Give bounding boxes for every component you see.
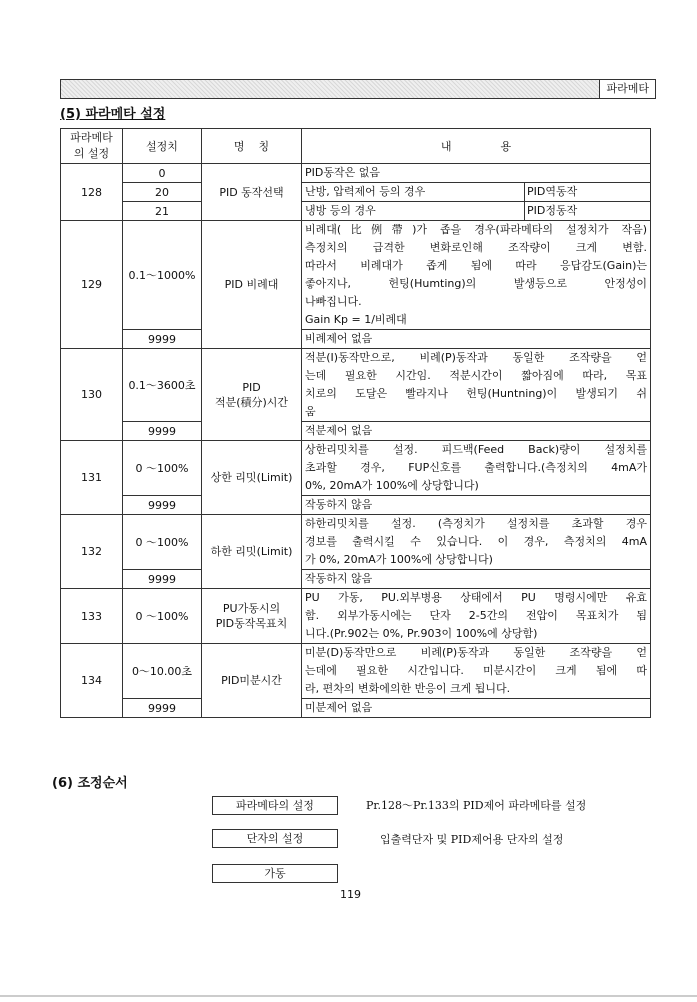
description-line: PID동작은 없음 <box>305 166 380 179</box>
table-row <box>61 644 651 699</box>
description-line: 함. 외부가동시에는 단자 2-5간의 전압이 목표치가 됨 <box>305 609 647 622</box>
param-name: PID 동작선택 <box>202 164 302 221</box>
param-description <box>302 164 651 183</box>
setting-value: 9999 <box>123 422 202 441</box>
description-line: 초과할 경우, FUP신호를 출력합니다.(측정치의 4mA가 <box>305 461 647 474</box>
description-line: 니다.(Pr.902는 0%, Pr.903이 100%에 상당함) <box>305 627 538 640</box>
setting-value: 0.1～3600초 <box>123 349 202 422</box>
description-line: 하한리밋치를 설정. (측정치가 설정치를 초과할 경우 <box>305 517 647 530</box>
description-line: 냉방 등의 경우 <box>305 202 525 220</box>
header-setting: 설정치 <box>123 129 202 164</box>
header-param: 파라메타 의 설정 <box>61 129 123 164</box>
param-name: PID 비례대 <box>202 221 302 349</box>
param-name: PU가동시의 PID동작목표치 <box>202 589 302 644</box>
param-number: 129 <box>61 221 123 349</box>
param-name: 하한 리밋(Limit) <box>202 515 302 589</box>
param-number: 131 <box>61 441 123 515</box>
param-number: 134 <box>61 644 123 718</box>
description-line: Gain Kp = 1/비례대 <box>305 313 407 326</box>
description-line: 0%, 20mA가 100%에 상당합니다) <box>305 479 479 492</box>
table-row <box>61 441 651 496</box>
param-description <box>302 699 651 718</box>
table-header-row <box>61 129 651 164</box>
description-line: 측정치의 급격한 변화로인해 조작량이 크게 변함. <box>305 241 647 254</box>
table-row <box>61 589 651 644</box>
param-description <box>302 515 651 570</box>
description-line: 경보를 출력시킬 수 있습니다. 이 경우, 측정치의 4mA <box>305 535 647 548</box>
param-description <box>302 570 651 589</box>
setting-value: 9999 <box>123 496 202 515</box>
step-box-terminal-setting: 단자의 설정 <box>212 829 338 848</box>
description-line: 는데에 필요한 시간입니다. 미분시간이 크게 됨에 따 <box>305 664 647 677</box>
param-description <box>302 183 651 202</box>
table-row <box>61 422 651 441</box>
param-description <box>302 221 651 330</box>
param-number: 130 <box>61 349 123 441</box>
description-line: 상한리밋치를 설정. 피드백(Feed Back)량이 설정치를 <box>305 443 647 456</box>
param-description <box>302 644 651 699</box>
page-number: 119 <box>340 888 361 901</box>
description-line: 라, 편차의 변화에의한 반응이 크게 됩니다. <box>305 682 511 695</box>
param-description <box>302 202 651 221</box>
table-row <box>61 496 651 515</box>
table-row <box>61 183 651 202</box>
table-row <box>61 221 651 330</box>
description-line: 치로의 도달은 빨라지나 헌팅(Huntning)이 발생되기 쉬 <box>305 387 647 400</box>
table-row <box>61 570 651 589</box>
header-name: 명 칭 <box>202 129 302 164</box>
table-row <box>61 515 651 570</box>
description-line: 는데 필요한 시간임. 적분시간이 짧아짐에 따라, 목표 <box>305 369 647 382</box>
section-5-title: (5) 파라메타 설정 <box>60 107 166 122</box>
description-note: PID정동작 <box>527 204 578 217</box>
description-line: 작동하지 않음 <box>305 498 373 511</box>
param-number: 128 <box>61 164 123 221</box>
header-content: 내 용 <box>302 129 651 164</box>
setting-value: 0 ～100% <box>123 441 202 496</box>
setting-value: 9999 <box>123 699 202 718</box>
description-line: 미분제어 없음 <box>305 701 373 714</box>
description-line: 가 0%, 20mA가 100%에 상당합니다) <box>305 553 493 566</box>
scan-edge-line <box>0 995 697 997</box>
description-line: 적분(I)동작만으로, 비례(P)동작과 동일한 조작량을 얻 <box>305 351 647 364</box>
description-line: 좋아지나, 헌팅(Humting)의 발생등으로 안정성이 <box>305 277 647 290</box>
step-desc-terminal-setting: 입출력단자 및 PID제어용 단자의 설정 <box>380 833 564 846</box>
description-line: PU 가동, PU.외부병용 상태에서 PU 명령시에만 유효 <box>305 591 647 604</box>
step-box-operation: 가동 <box>212 864 338 883</box>
description-line: 미분(D)동작만으로 비례(P)동작과 동일한 조작량을 얻 <box>305 646 647 659</box>
description-line: 작동하지 않음 <box>305 572 373 585</box>
param-number: 133 <box>61 589 123 644</box>
description-line: 난방, 압력제어 등의 경우 <box>305 183 525 201</box>
description-line: 나빠집니다. <box>305 295 362 308</box>
setting-value: 20 <box>123 183 202 202</box>
section-6-title: (6) 조정순서 <box>52 776 128 791</box>
setting-value: 0 ～100% <box>123 515 202 570</box>
setting-value: 21 <box>123 202 202 221</box>
setting-value: 0 ～100% <box>123 589 202 644</box>
param-name: PID 적분(積分)시간 <box>202 349 302 441</box>
description-line: 움 <box>305 405 316 418</box>
setting-value: 0.1～1000% <box>123 221 202 330</box>
param-name: PID미분시간 <box>202 644 302 718</box>
table-row <box>61 330 651 349</box>
table-row <box>61 349 651 422</box>
description-line: 적분제어 없음 <box>305 424 373 437</box>
param-number: 132 <box>61 515 123 589</box>
header-label: 파라메타 <box>599 80 655 98</box>
description-line: 따라서 비례대가 좁게 됨에 따라 응답감도(Gain)는 <box>305 259 647 272</box>
setting-value: 9999 <box>123 330 202 349</box>
param-name: 상한 리밋(Limit) <box>202 441 302 515</box>
param-description <box>302 589 651 644</box>
setting-value: 9999 <box>123 570 202 589</box>
step-desc-parameter-setting: Pr.128～Pr.133의 PID제어 파라메타를 설정 <box>366 799 587 812</box>
header-bar <box>60 79 656 99</box>
step-box-parameter-setting: 파라메타의 설정 <box>212 796 338 815</box>
setting-value: 0～10.00초 <box>123 644 202 699</box>
description-line: 비례대(比例帶)가 좁을 경우(파라메타의 설정치가 작음) <box>305 223 647 236</box>
param-description <box>302 422 651 441</box>
parameter-table <box>60 128 651 718</box>
setting-value: 0 <box>123 164 202 183</box>
param-description <box>302 496 651 515</box>
table-row <box>61 164 651 183</box>
param-description <box>302 349 651 422</box>
table-row <box>61 202 651 221</box>
table-row <box>61 699 651 718</box>
param-description <box>302 330 651 349</box>
description-line: 비례제어 없음 <box>305 332 373 345</box>
param-description <box>302 441 651 496</box>
description-note: PID역동작 <box>527 185 578 198</box>
